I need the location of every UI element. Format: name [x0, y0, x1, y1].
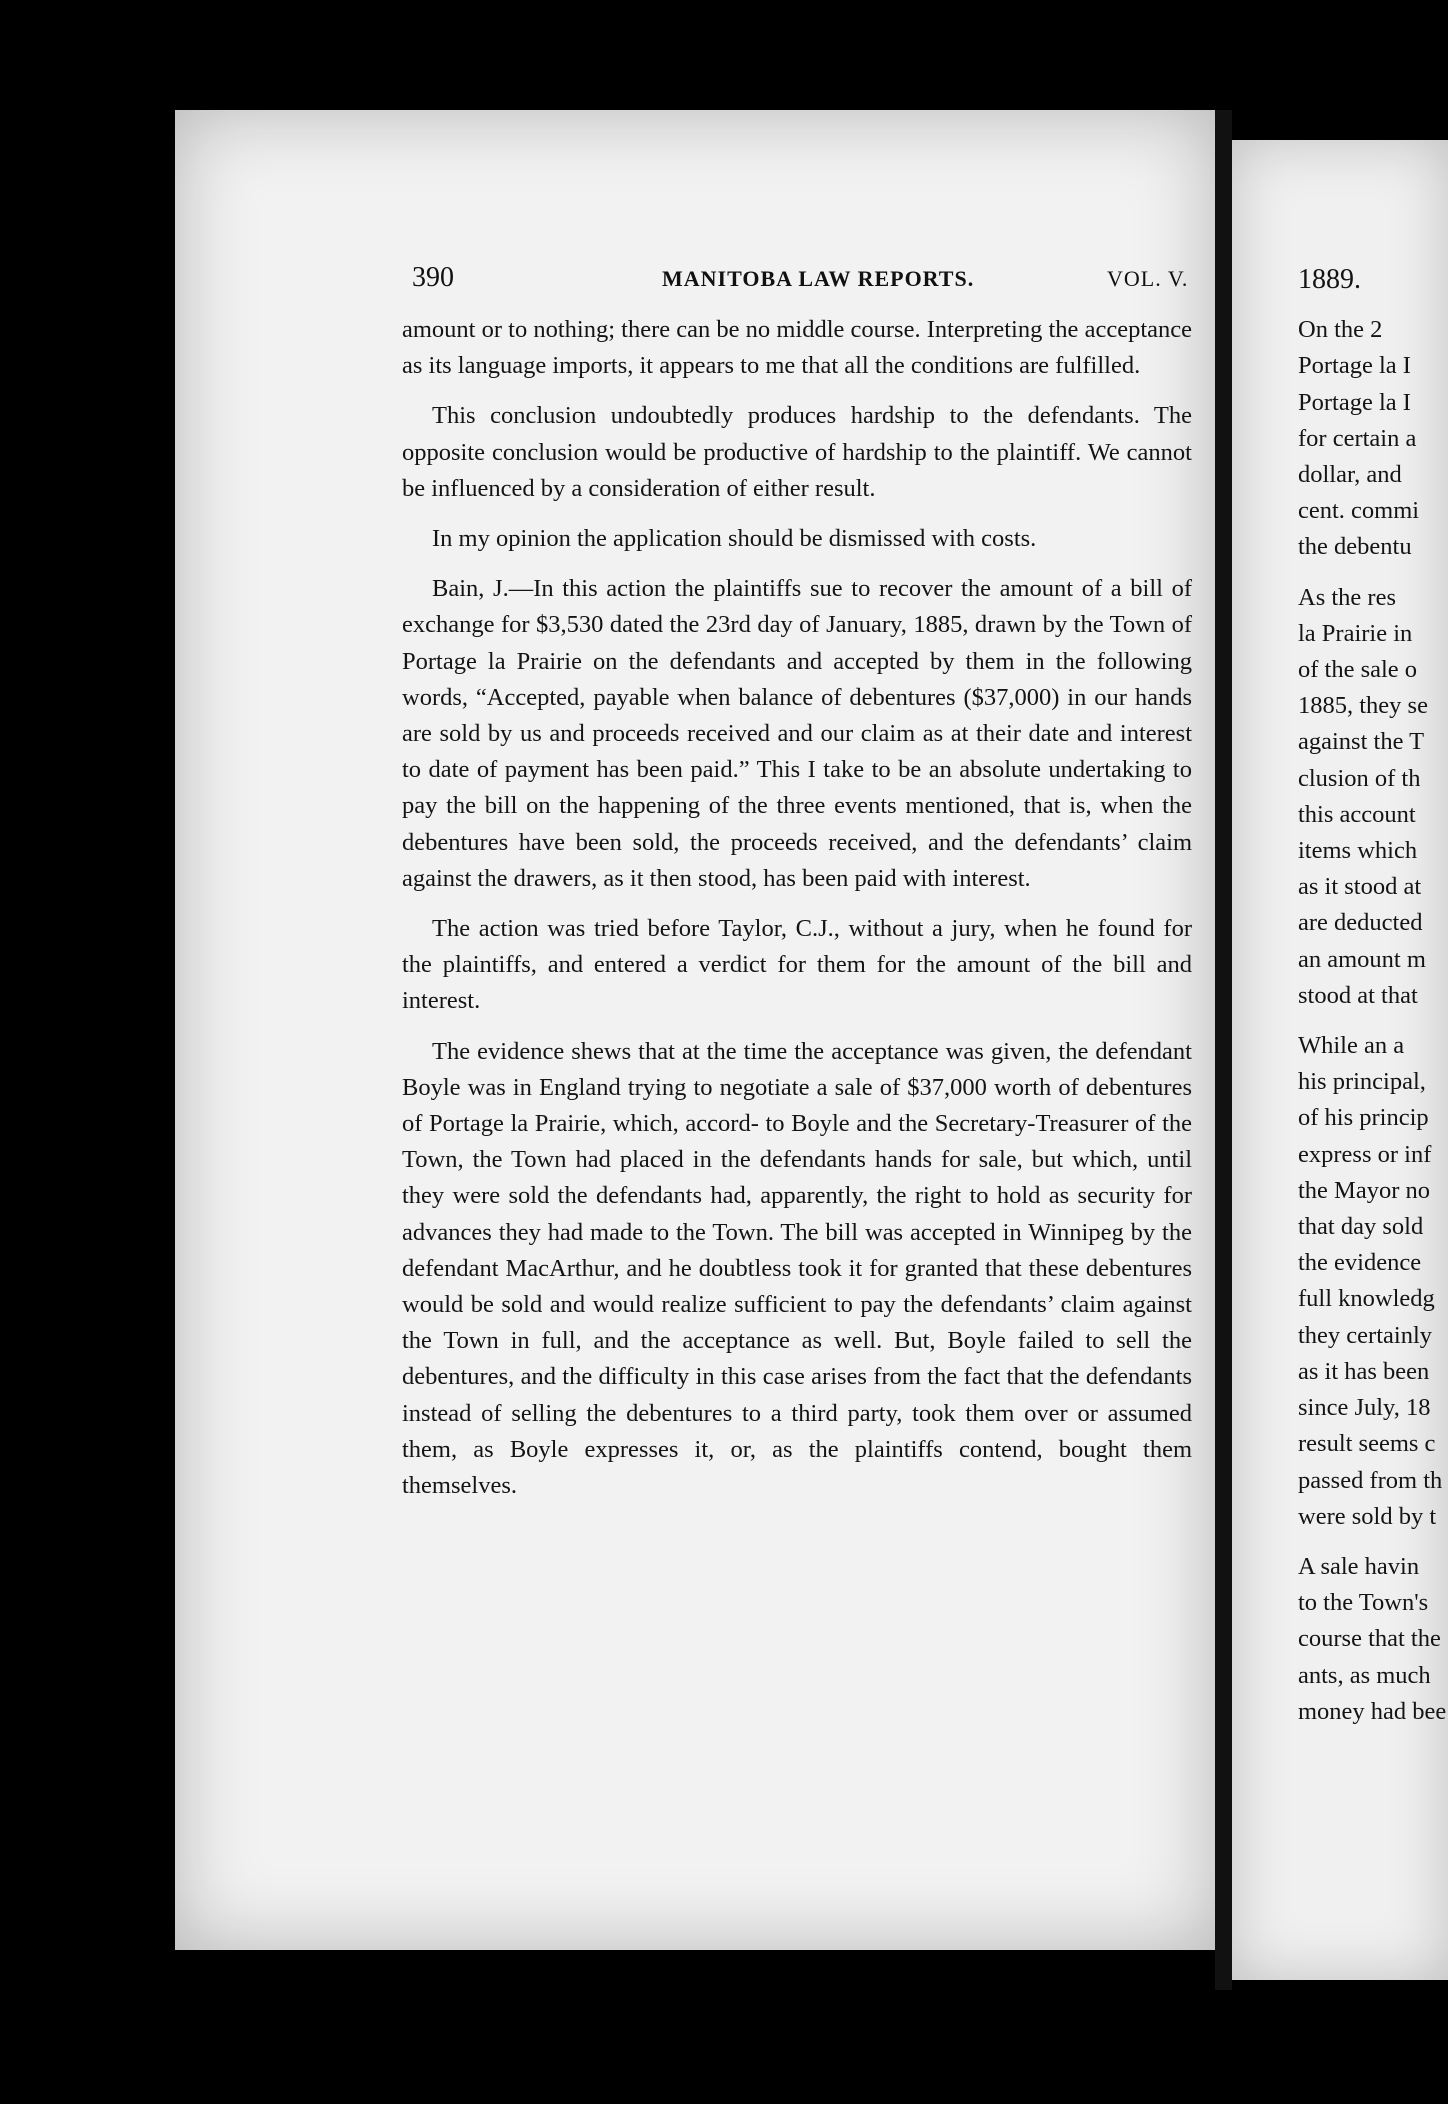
right-page-line: were sold by t — [1298, 1502, 1437, 1530]
paragraph-gap — [1298, 1014, 1448, 1028]
right-page-line: as it has been — [1298, 1357, 1430, 1385]
right-page-line: result seems c — [1298, 1430, 1436, 1458]
right-page-line: la Prairie in — [1298, 619, 1413, 647]
right-page-line: A sale havin — [1298, 1552, 1420, 1580]
right-page-year: 1889. — [1298, 264, 1361, 295]
right-page-line: money had bee — [1298, 1697, 1447, 1725]
body-text — [402, 312, 1192, 1518]
right-page-line: against the T — [1298, 728, 1425, 756]
right-page-line: While an a — [1298, 1032, 1405, 1060]
right-page-line: On the 2 — [1298, 316, 1383, 344]
right-page-line: the Mayor no — [1298, 1176, 1430, 1204]
right-page-line: express or inf — [1298, 1140, 1432, 1168]
right-page-line: are deducted — [1298, 909, 1423, 937]
right-page-line: an amount m — [1298, 945, 1426, 973]
paragraph: This conclusion undoubtedly produces hardship to the defendants. The opposite conclusion would be productive of hardship to the plaintiff. We cannot be influenced by a consideration of either result. — [402, 402, 1192, 502]
paragraph: The evidence shews that at the time the acceptance was given, the defendant Boyle was in England trying to negotiate a sale of $37,000 worth of debentures of Portage la Prairie, which, accord- to Boyle and the Secretary-Treasurer of the Town, the Town had placed in the defendants hands for sale, but which, until they were sold the defendants had, apparently, the right to hold as security for advances they had made to the Town. The bill was accepted in Winnipeg by the defendant MacArthur, and he doubtless took it for granted that these debentures would be sold and would realize sufficient to pay the defendants’ claim against the Town in full, and the acceptance as well. But, Boyle failed to sell the debentures, and the difficulty in this case arises from the fact that the defendants instead of selling the debentures to a third party, took them over or assumed them, as Boyle expresses it, or, as the plaintiffs contend, bought them themselves. — [402, 1037, 1192, 1500]
right-page-line: items which — [1298, 837, 1418, 865]
right-page-line: course that the — [1298, 1625, 1441, 1653]
paragraph: The action was tried before Taylor, C.J., without a jury, when he found for the plaintiffs, and entered a verdict for them for the amount of the bill and interest. — [402, 915, 1192, 1015]
volume-label: VOL. V. — [1107, 266, 1189, 291]
right-page-line: Portage la I — [1298, 388, 1411, 416]
right-page-line: As the res — [1298, 583, 1396, 611]
page-gutter — [1215, 110, 1232, 1990]
right-page-line: Portage la I — [1298, 352, 1411, 380]
right-page-line: for certain a — [1298, 424, 1417, 452]
right-page-line: the debentu — [1298, 533, 1412, 561]
paragraph-gap — [1298, 1535, 1448, 1549]
paragraph: Bain, J.—In this action the plaintiffs sue to recover the amount of a bill of exchange for $3,530 dated the 23rd day of January, 1885, drawn by the Town of Portage la Prairie on the defendants and accepted by them in the following words, “Accepted, payable when balance of debentures ($37,000) in our hands are sold by us and proceeds received and our claim as at their date and interest to date of payment has been paid.” This I take to be an absolute undertaking to pay the bill on the happening of the three events mentioned, that is, when the debentures have been sold, the proceeds received, and the defendants’ claim against the drawers, as it then stood, has been paid with interest. — [402, 575, 1192, 892]
right-page-lines — [1298, 312, 1448, 1730]
right-page-line: 1885, they se — [1298, 692, 1428, 720]
right-page-line: the evidence — [1298, 1249, 1422, 1277]
paragraph-gap — [1298, 566, 1448, 580]
right-page-line: full knowledg — [1298, 1285, 1435, 1313]
right-page-line: cent. commi — [1298, 497, 1420, 525]
page-number: 390 — [412, 262, 454, 293]
right-page-line: to the Town's — [1298, 1589, 1429, 1617]
right-page-line: they certainly — [1298, 1321, 1433, 1349]
right-page-line: stood at that — [1298, 981, 1418, 1009]
right-page-line: of his princip — [1298, 1104, 1429, 1132]
right-page-line: ants, as much — [1298, 1661, 1431, 1689]
paragraph: amount or to nothing; there can be no middle course. Interpreting the acceptance as its language imports, it appears to me that all the conditions are fulfilled. — [402, 316, 1192, 380]
right-page-line: passed from th — [1298, 1466, 1443, 1494]
right-page-line: since July, 18 — [1298, 1394, 1431, 1422]
running-head — [412, 262, 1192, 298]
right-page-line: that day sold — [1298, 1213, 1424, 1241]
paragraph: In my opinion the application should be dismissed with costs. — [432, 525, 1037, 553]
right-page-text — [1298, 262, 1448, 1730]
right-page-line: clusion of th — [1298, 764, 1421, 792]
right-page-line: of the sale o — [1298, 656, 1418, 684]
right-page-line: dollar, and — [1298, 461, 1402, 489]
right-page-line: this account — [1298, 800, 1416, 828]
right-page-line: his principal, — [1298, 1068, 1426, 1096]
journal-title: MANITOBA LAW REPORTS. — [662, 266, 975, 291]
right-page-line: as it stood at — [1298, 873, 1422, 901]
